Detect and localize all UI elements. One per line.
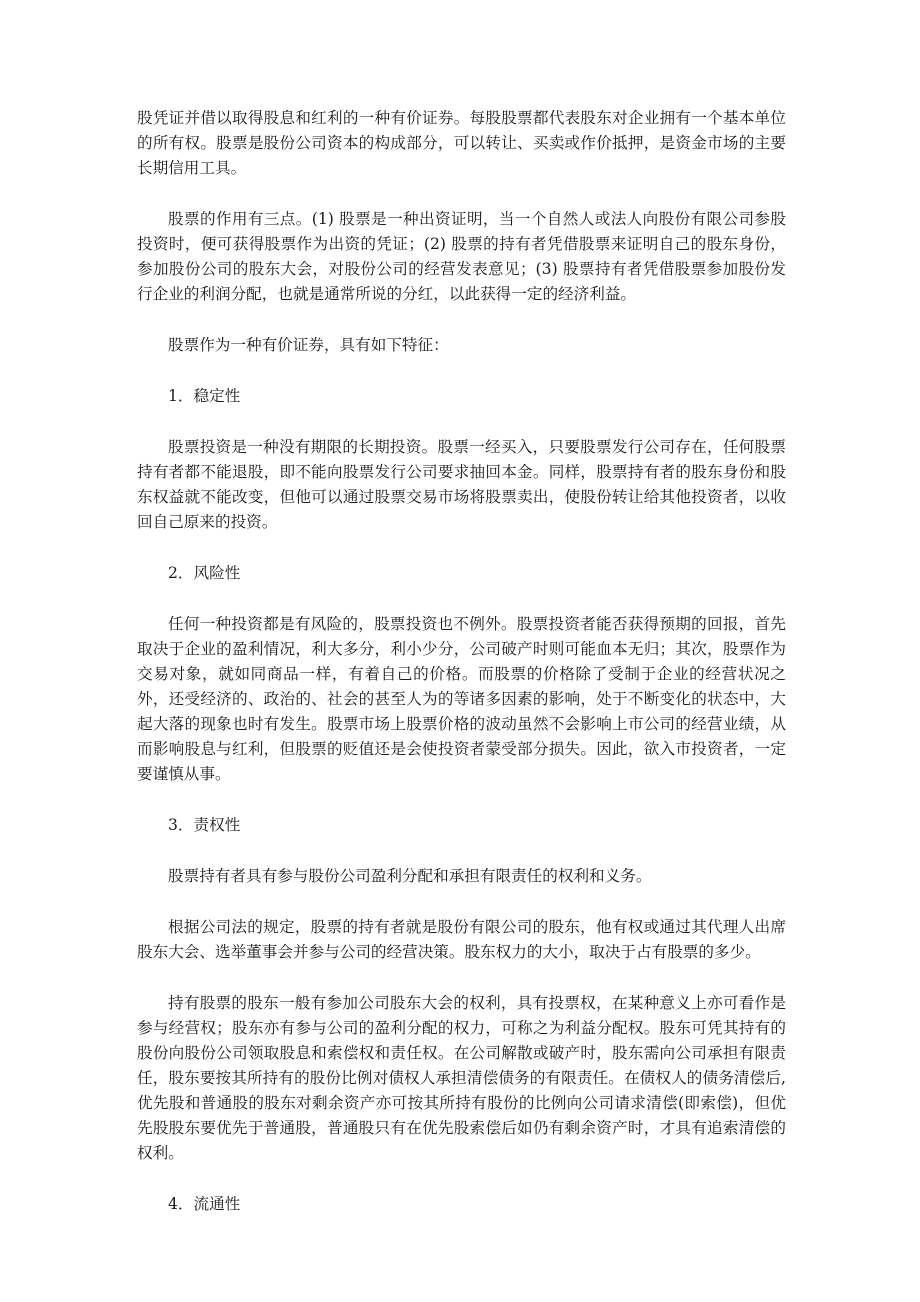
paragraph: 股票的作用有三点。(1) 股票是一种出资证明，当一个自然人或法人向股份有限公司参股投资时，便可获得股票作为出资的凭证；(2) 股票的持有者凭借股票来证明自己的股东身份，参加股份公司的股东大会，对股份公司的经营发表意见；(3) 股票持有者凭借股票参加股份发行企业的利润分配，也就是通常所说的分红，以此获得一定的经济利益。 [137,210,786,303]
section-heading-stability: 1．稳定性 [168,387,241,405]
section-heading-risk: 2．风险性 [168,564,241,582]
section-heading-rights: 3．责权性 [168,816,241,834]
paragraph: 根据公司法的规定，股票的持有者就是股份有限公司的股东，他有权或通过其代理人出席股东大会、选举董事会并参与公司的经营决策。股东权力的大小，取决于占有股票的多少。 [137,918,786,961]
paragraph: 股票作为一种有价证券，具有如下特征： [168,336,449,354]
document-body [137,106,786,1243]
paragraph: 股票投资是一种没有期限的长期投资。股票一经买入，只要股票发行公司存在，任何股票持有者都不能退股，即不能向股票发行公司要求抽回本金。同样，股票持有者的股东身份和股东权益就不能改变，但他可以通过股票交易市场将股票卖出，使股份转让给其他投资者，以收回自己原来的投资。 [137,438,786,531]
paragraph: 持有股票的股东一般有参加公司股东大会的权利，具有投票权，在某种意义上亦可看作是参与经营权；股东亦有参与公司的盈利分配的权力，可称之为利益分配权。股东可凭其持有的股份向股份公司领取股息和索偿权和责任权。在公司解散或破产时，股东需向公司承担有限责任，股东要按其所持有的股份比例对债权人承担清偿债务的有限责任。在债权人的债务清偿后,优先股和普通股的股东对剩余资产亦可按其所持有股份的比例向公司请求清偿(即索偿)，但优先股股东要优先于普通股，普通股只有在优先股索偿后如仍有剩余资产时，才具有追索清偿的权利。 [137,994,786,1162]
paragraph: 任何一种投资都是有风险的，股票投资也不例外。股票投资者能否获得预期的回报，首先取决于企业的盈利情况，利大多分，利小少分，公司破产时则可能血本无归；其次，股票作为交易对象，就如同商品一样，有着自己的价格。而股票的价格除了受制于企业的经营状况之外，还受经济的、政治的、社会的甚至人为的等诸多因素的影响，处于不断变化的状态中，大起大落的现象也时有发生。股票市场上股票价格的波动虽然不会影响上市公司的经营业绩，从而影响股息与红利，但股票的贬值还是会使投资者蒙受部分损失。因此，欲入市投资者，一定要谨慎从事。 [137,615,786,783]
paragraph: 股票持有者具有参与股份公司盈利分配和承担有限责任的权利和义务。 [168,867,652,885]
section-heading-liquidity: 4．流通性 [168,1195,241,1213]
paragraph: 股凭证并借以取得股息和红利的一种有价证券。每股股票都代表股东对企业拥有一个基本单位的所有权。股票是股份公司资本的构成部分，可以转让、买卖或作价抵押，是资金市场的主要长期信用工具。 [137,109,786,177]
